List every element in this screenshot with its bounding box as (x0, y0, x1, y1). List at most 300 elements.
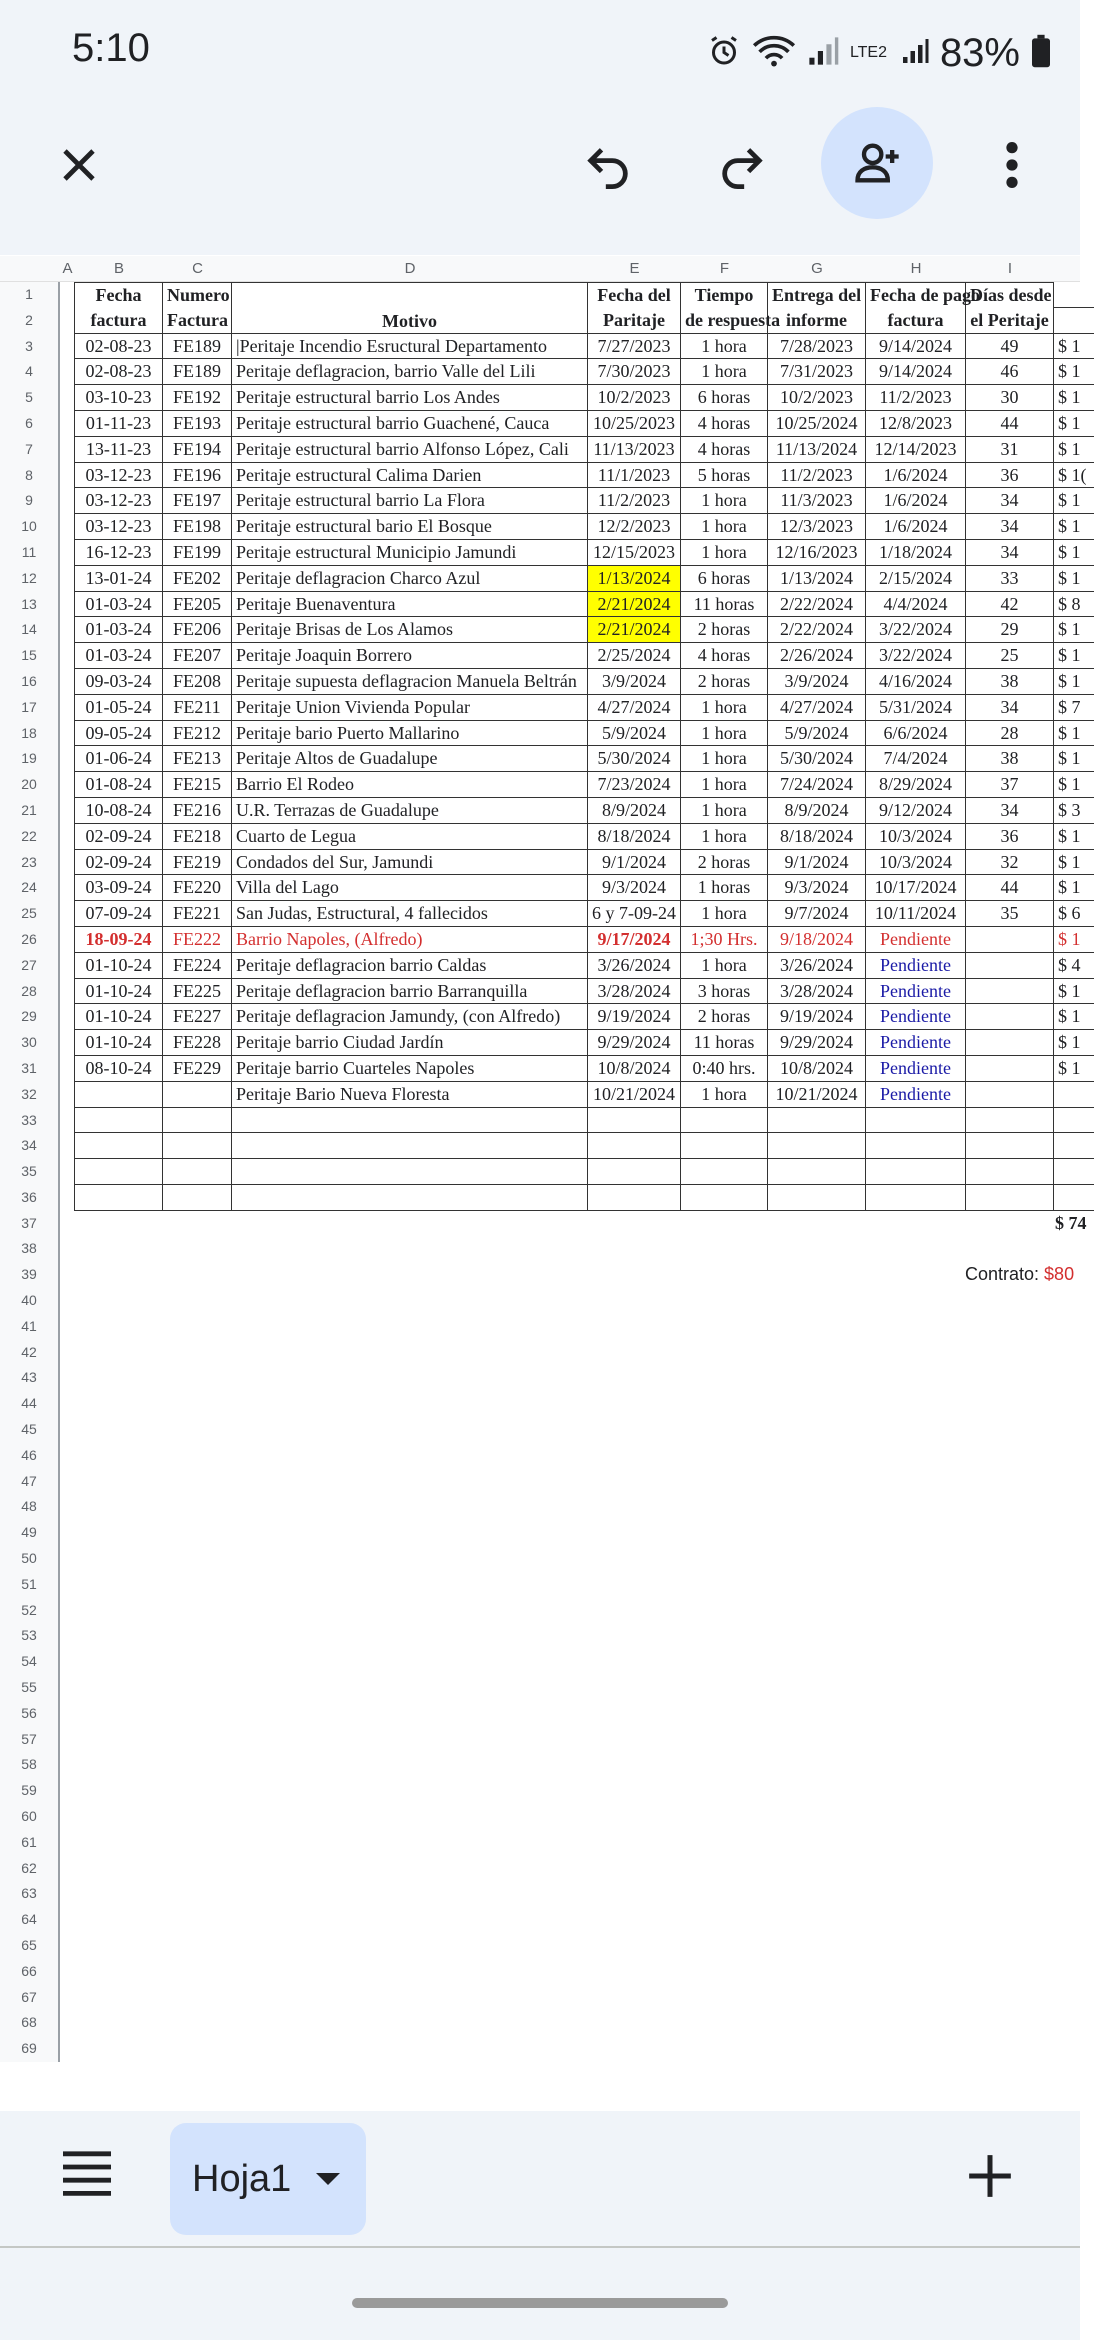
table-cell[interactable]: 7/28/2023 (768, 334, 866, 360)
empty-cell[interactable] (768, 1133, 866, 1159)
empty-cell[interactable] (1054, 1133, 1094, 1159)
table-cell[interactable] (163, 1082, 232, 1108)
row-number[interactable]: 50 (21, 1550, 37, 1567)
empty-cell[interactable] (681, 1185, 768, 1211)
table-cell[interactable]: 08-10-24 (75, 1056, 163, 1082)
row-number[interactable]: 27 (21, 956, 37, 973)
table-cell[interactable]: 5/30/2024 (588, 746, 681, 772)
table-cell[interactable]: Peritaje Brisas de Los Alamos (232, 617, 588, 643)
empty-cell[interactable] (163, 1185, 232, 1211)
table-cell[interactable]: 7/27/2023 (588, 334, 681, 360)
empty-cell[interactable] (75, 1185, 163, 1211)
row-number[interactable]: 13 (21, 595, 37, 612)
empty-cell[interactable] (681, 1159, 768, 1185)
more-options-button[interactable] (952, 105, 1072, 225)
table-cell[interactable]: 01-10-24 (75, 979, 163, 1005)
header-cell[interactable]: Numero (163, 282, 232, 308)
table-cell[interactable]: 01-10-24 (75, 1030, 163, 1056)
row-number[interactable]: 64 (21, 1911, 37, 1928)
table-cell[interactable]: FE208 (163, 669, 232, 695)
table-cell[interactable]: 3/9/2024 (588, 669, 681, 695)
table-cell[interactable]: 11/2/2023 (588, 488, 681, 514)
table-cell[interactable]: 2/22/2024 (768, 617, 866, 643)
table-cell[interactable]: 01-06-24 (75, 746, 163, 772)
table-cell[interactable]: $ 1 (1054, 875, 1094, 901)
home-gesture-handle[interactable] (352, 2298, 728, 2308)
table-cell[interactable]: 36 (966, 824, 1054, 850)
table-cell[interactable]: 1/13/2024 (768, 566, 866, 592)
table-cell[interactable]: 30 (966, 385, 1054, 411)
empty-cell[interactable] (768, 1185, 866, 1211)
table-cell[interactable]: 02-09-24 (75, 850, 163, 876)
table-cell[interactable]: FE213 (163, 746, 232, 772)
table-cell[interactable]: 10/11/2024 (866, 901, 966, 927)
row-number[interactable]: 18 (21, 724, 37, 741)
table-cell[interactable]: |Peritaje Incendio Esructural Departamento (232, 334, 588, 360)
table-cell[interactable]: 9/17/2024 (588, 927, 681, 953)
table-cell[interactable]: FE222 (163, 927, 232, 953)
table-cell[interactable]: 10/21/2024 (588, 1082, 681, 1108)
empty-cell[interactable] (768, 1159, 866, 1185)
table-cell[interactable]: 9/7/2024 (768, 901, 866, 927)
table-cell[interactable]: $ 1 (1054, 566, 1094, 592)
row-number[interactable]: 29 (21, 1008, 37, 1025)
table-cell[interactable]: 12/14/2023 (866, 437, 966, 463)
table-cell[interactable]: Peritaje estructural barrio La Flora (232, 488, 588, 514)
row-number[interactable]: 3 (25, 337, 33, 354)
row-number[interactable]: 28 (21, 982, 37, 999)
row-number[interactable]: 59 (21, 1782, 37, 1799)
table-cell[interactable]: 10-08-24 (75, 798, 163, 824)
row-number[interactable]: 38 (21, 1240, 37, 1257)
table-cell[interactable]: 12/8/2023 (866, 411, 966, 437)
table-cell[interactable] (966, 1004, 1054, 1030)
col-header-b[interactable]: B (113, 260, 124, 277)
table-cell[interactable]: 01-10-24 (75, 1004, 163, 1030)
row-number[interactable]: 55 (21, 1679, 37, 1696)
table-cell[interactable]: Peritaje estructural barrio Alfonso López, Cali (232, 437, 588, 463)
empty-cell[interactable] (163, 1108, 232, 1134)
empty-cell[interactable] (163, 1159, 232, 1185)
table-cell[interactable]: 3/28/2024 (768, 979, 866, 1005)
table-cell[interactable]: 11/1/2023 (588, 463, 681, 489)
table-cell[interactable]: Peritaje deflagracion barrio Caldas (232, 953, 588, 979)
table-cell[interactable]: FE224 (163, 953, 232, 979)
row-number[interactable]: 20 (21, 776, 37, 793)
table-cell[interactable]: FE216 (163, 798, 232, 824)
table-cell[interactable]: Peritaje bario Puerto Mallarino (232, 721, 588, 747)
header-cell[interactable]: factura (75, 308, 163, 334)
row-number[interactable]: 63 (21, 1885, 37, 1902)
empty-cell[interactable] (588, 1185, 681, 1211)
close-button[interactable] (19, 105, 139, 225)
table-cell[interactable]: Condados del Sur, Jamundi (232, 850, 588, 876)
table-cell[interactable]: 11/2/2023 (866, 385, 966, 411)
table-cell[interactable]: 9/3/2024 (768, 875, 866, 901)
col-header-f[interactable]: F (719, 260, 730, 277)
table-cell[interactable]: $ 1 (1054, 385, 1094, 411)
table-cell[interactable]: 10/3/2024 (866, 824, 966, 850)
table-cell[interactable] (966, 979, 1054, 1005)
table-cell[interactable]: 02-08-23 (75, 334, 163, 360)
table-cell[interactable]: 01-03-24 (75, 643, 163, 669)
table-cell[interactable] (966, 1056, 1054, 1082)
table-cell[interactable]: 2 horas (681, 669, 768, 695)
row-number[interactable]: 37 (21, 1214, 37, 1231)
table-cell[interactable]: 4/16/2024 (866, 669, 966, 695)
row-number[interactable]: 16 (21, 672, 37, 689)
row-number[interactable]: 23 (21, 853, 37, 870)
empty-cell[interactable] (681, 1133, 768, 1159)
table-cell[interactable]: $ 1( (1054, 463, 1094, 489)
table-cell[interactable]: Peritaje barrio Cuarteles Napoles (232, 1056, 588, 1082)
table-cell[interactable]: FE221 (163, 901, 232, 927)
table-cell[interactable]: 9/18/2024 (768, 927, 866, 953)
table-cell[interactable]: 10/17/2024 (866, 875, 966, 901)
col-header-g[interactable]: G (811, 260, 823, 277)
empty-cell[interactable] (866, 1159, 966, 1185)
table-cell[interactable]: Barrio El Rodeo (232, 772, 588, 798)
row-number[interactable]: 62 (21, 1859, 37, 1876)
table-cell[interactable]: FE229 (163, 1056, 232, 1082)
table-cell[interactable]: 8/29/2024 (866, 772, 966, 798)
table-cell[interactable]: 1 hora (681, 540, 768, 566)
table-cell[interactable]: $ 7 (1054, 695, 1094, 721)
empty-cell[interactable] (75, 1108, 163, 1134)
table-cell[interactable]: Peritaje deflagracion, barrio Valle del Lili (232, 359, 588, 385)
row-number[interactable]: 56 (21, 1704, 37, 1721)
row-number[interactable]: 69 (21, 2040, 37, 2057)
empty-cell[interactable] (232, 1159, 588, 1185)
table-cell[interactable]: 11/13/2023 (588, 437, 681, 463)
table-cell[interactable]: 11/3/2023 (768, 488, 866, 514)
table-cell[interactable]: 8/18/2024 (768, 824, 866, 850)
table-cell[interactable]: FE197 (163, 488, 232, 514)
table-cell[interactable]: 25 (966, 643, 1054, 669)
table-cell[interactable]: Pendiente (866, 979, 966, 1005)
table-cell[interactable]: 12/2/2023 (588, 514, 681, 540)
table-cell[interactable]: Villa del Lago (232, 875, 588, 901)
table-cell[interactable]: 10/25/2023 (588, 411, 681, 437)
table-cell[interactable]: 13-11-23 (75, 437, 163, 463)
table-cell[interactable]: 1/6/2024 (866, 463, 966, 489)
col-header-a[interactable]: A (62, 260, 73, 277)
table-cell[interactable]: 11 horas (681, 1030, 768, 1056)
table-cell[interactable]: 44 (966, 411, 1054, 437)
table-cell[interactable]: 38 (966, 746, 1054, 772)
table-cell[interactable]: FE193 (163, 411, 232, 437)
table-cell[interactable]: 2/22/2024 (768, 592, 866, 618)
table-cell[interactable]: 1 hora (681, 772, 768, 798)
table-cell[interactable]: $ 1 (1054, 488, 1094, 514)
table-cell[interactable]: FE211 (163, 695, 232, 721)
table-cell[interactable]: Pendiente (866, 927, 966, 953)
table-cell[interactable]: 0:40 hrs. (681, 1056, 768, 1082)
row-number[interactable]: 8 (25, 466, 33, 483)
table-cell[interactable]: $ 4 (1054, 953, 1094, 979)
row-number[interactable]: 40 (21, 1292, 37, 1309)
row-number[interactable]: 61 (21, 1833, 37, 1850)
row-number[interactable]: 57 (21, 1730, 37, 1747)
table-cell[interactable]: 8/18/2024 (588, 824, 681, 850)
row-number[interactable]: 47 (21, 1472, 37, 1489)
table-cell[interactable]: FE194 (163, 437, 232, 463)
table-cell[interactable]: 1/13/2024 (588, 566, 681, 592)
row-number[interactable]: 6 (25, 414, 33, 431)
table-cell[interactable]: 5/9/2024 (588, 721, 681, 747)
table-cell[interactable]: $ 1 (1054, 334, 1094, 360)
table-cell[interactable]: 3/26/2024 (588, 953, 681, 979)
table-cell[interactable]: 1 hora (681, 334, 768, 360)
table-cell[interactable]: 3/9/2024 (768, 669, 866, 695)
table-cell[interactable]: 01-08-24 (75, 772, 163, 798)
table-cell[interactable]: 1 hora (681, 953, 768, 979)
table-cell[interactable]: 10/21/2024 (768, 1082, 866, 1108)
table-cell[interactable]: 01-03-24 (75, 617, 163, 643)
table-cell[interactable] (1054, 1082, 1094, 1108)
table-cell[interactable]: $ 3 (1054, 798, 1094, 824)
table-cell[interactable]: 2/26/2024 (768, 643, 866, 669)
table-cell[interactable]: 4 horas (681, 437, 768, 463)
row-number[interactable]: 49 (21, 1524, 37, 1541)
table-cell[interactable]: $ 1 (1054, 927, 1094, 953)
table-cell[interactable]: 02-09-24 (75, 824, 163, 850)
table-cell[interactable]: Pendiente (866, 1082, 966, 1108)
table-cell[interactable]: FE228 (163, 1030, 232, 1056)
table-cell[interactable]: 10/8/2024 (768, 1056, 866, 1082)
table-cell[interactable]: 01-05-24 (75, 695, 163, 721)
table-cell[interactable]: FE220 (163, 875, 232, 901)
table-cell[interactable]: 1 hora (681, 901, 768, 927)
redo-button[interactable] (682, 105, 802, 225)
table-cell[interactable]: 10/2/2023 (588, 385, 681, 411)
table-cell[interactable]: $ 1 (1054, 411, 1094, 437)
table-cell[interactable]: FE227 (163, 1004, 232, 1030)
table-cell[interactable]: $ 1 (1054, 359, 1094, 385)
table-cell[interactable]: FE202 (163, 566, 232, 592)
table-cell[interactable]: $ 1 (1054, 643, 1094, 669)
table-cell[interactable] (966, 1082, 1054, 1108)
row-number[interactable]: 2 (25, 311, 33, 328)
table-cell[interactable]: Peritaje Buenaventura (232, 592, 588, 618)
table-cell[interactable]: FE215 (163, 772, 232, 798)
table-cell[interactable] (966, 953, 1054, 979)
table-cell[interactable]: Barrio Napoles, (Alfredo) (232, 927, 588, 953)
row-number[interactable]: 15 (21, 647, 37, 664)
table-cell[interactable]: 16-12-23 (75, 540, 163, 566)
row-number[interactable]: 24 (21, 879, 37, 896)
table-cell[interactable]: 3 horas (681, 979, 768, 1005)
table-cell[interactable]: $ 1 (1054, 746, 1094, 772)
table-cell[interactable]: 37 (966, 772, 1054, 798)
table-cell[interactable]: $ 1 (1054, 1030, 1094, 1056)
table-cell[interactable]: 4/27/2024 (588, 695, 681, 721)
share-button[interactable] (821, 107, 933, 219)
table-cell[interactable]: Peritaje deflagracion Jamundy, (con Alfredo) (232, 1004, 588, 1030)
header-cell[interactable]: Tiempo (681, 282, 768, 308)
table-cell[interactable]: Pendiente (866, 1004, 966, 1030)
table-cell[interactable]: 8/9/2024 (588, 798, 681, 824)
table-cell[interactable]: 1/6/2024 (866, 514, 966, 540)
table-cell[interactable]: $ 1 (1054, 772, 1094, 798)
row-number[interactable]: 35 (21, 1163, 37, 1180)
table-cell[interactable]: 5 horas (681, 463, 768, 489)
table-cell[interactable]: 10/8/2024 (588, 1056, 681, 1082)
table-cell[interactable]: Peritaje deflagracion Charco Azul (232, 566, 588, 592)
empty-cell[interactable] (232, 1108, 588, 1134)
table-cell[interactable]: $ 1 (1054, 514, 1094, 540)
table-cell[interactable]: 03-12-23 (75, 463, 163, 489)
header-cell[interactable]: Factura (163, 308, 232, 334)
empty-cell[interactable] (75, 1133, 163, 1159)
table-cell[interactable]: 1 hora (681, 746, 768, 772)
table-cell[interactable]: 8/9/2024 (768, 798, 866, 824)
table-cell[interactable]: 3/22/2024 (866, 643, 966, 669)
undo-button[interactable] (548, 105, 668, 225)
table-cell[interactable]: Pendiente (866, 953, 966, 979)
row-number[interactable]: 65 (21, 1937, 37, 1953)
col-header-e[interactable]: E (629, 260, 640, 277)
table-cell[interactable]: 35 (966, 901, 1054, 927)
table-cell[interactable]: $ 1 (1054, 979, 1094, 1005)
table-cell[interactable]: FE218 (163, 824, 232, 850)
row-number[interactable]: 30 (21, 1034, 37, 1051)
table-cell[interactable]: FE206 (163, 617, 232, 643)
empty-cell[interactable] (966, 1185, 1054, 1211)
row-number[interactable]: 42 (21, 1343, 37, 1360)
row-number[interactable]: 54 (21, 1653, 37, 1670)
row-number[interactable]: 45 (21, 1421, 37, 1438)
table-cell[interactable]: FE207 (163, 643, 232, 669)
table-cell[interactable]: 28 (966, 721, 1054, 747)
empty-cell[interactable] (588, 1133, 681, 1159)
table-cell[interactable]: 9/12/2024 (866, 798, 966, 824)
table-cell[interactable]: 01-11-23 (75, 411, 163, 437)
table-cell[interactable]: 4/27/2024 (768, 695, 866, 721)
row-number[interactable]: 60 (21, 1808, 37, 1825)
table-cell[interactable]: 01-10-24 (75, 953, 163, 979)
table-cell[interactable]: FE189 (163, 359, 232, 385)
table-cell[interactable]: San Judas, Estructural, 4 fallecidos (232, 901, 588, 927)
header-cell[interactable]: Fecha de pago (866, 282, 966, 308)
row-number[interactable]: 12 (21, 569, 37, 586)
row-number[interactable]: 14 (21, 621, 37, 638)
table-cell[interactable]: 2/21/2024 (588, 617, 681, 643)
row-number[interactable]: 34 (21, 1137, 37, 1154)
table-cell[interactable]: 7/23/2024 (588, 772, 681, 798)
table-cell[interactable]: 1 hora (681, 695, 768, 721)
header-cell[interactable]: factura (866, 308, 966, 334)
row-number[interactable]: 4 (25, 363, 33, 380)
table-cell[interactable]: $ 6 (1054, 901, 1094, 927)
row-number[interactable]: 5 (25, 389, 33, 406)
table-cell[interactable]: 9/29/2024 (588, 1030, 681, 1056)
col-header-i[interactable]: I (1007, 260, 1013, 277)
empty-cell[interactable] (1054, 1108, 1094, 1134)
table-cell[interactable]: 34 (966, 514, 1054, 540)
table-cell[interactable]: 10/3/2024 (866, 850, 966, 876)
empty-cell[interactable] (1054, 1159, 1094, 1185)
table-cell[interactable]: 6 y 7-09-24 (588, 901, 681, 927)
row-number[interactable]: 31 (21, 1059, 37, 1076)
row-number[interactable]: 11 (21, 543, 37, 560)
empty-cell[interactable] (966, 1133, 1054, 1159)
empty-cell[interactable] (232, 1185, 588, 1211)
table-cell[interactable]: 7/24/2024 (768, 772, 866, 798)
table-cell[interactable]: 4/4/2024 (866, 592, 966, 618)
table-cell[interactable]: 13-01-24 (75, 566, 163, 592)
row-number[interactable]: 43 (21, 1369, 37, 1386)
table-cell[interactable]: $ 1 (1054, 721, 1094, 747)
table-cell[interactable]: FE198 (163, 514, 232, 540)
table-cell[interactable]: 11/2/2023 (768, 463, 866, 489)
row-number[interactable]: 1 (25, 286, 33, 302)
header-cell-motivo[interactable]: Motivo (232, 282, 588, 334)
table-cell[interactable]: 03-09-24 (75, 875, 163, 901)
table-cell[interactable]: 5/9/2024 (768, 721, 866, 747)
table-cell[interactable]: 09-05-24 (75, 721, 163, 747)
row-number[interactable]: 21 (21, 801, 37, 818)
row-number[interactable]: 7 (25, 440, 33, 457)
table-cell[interactable]: 6 horas (681, 566, 768, 592)
row-number[interactable]: 39 (21, 1266, 37, 1283)
table-cell[interactable]: 2/25/2024 (588, 643, 681, 669)
table-cell[interactable]: Peritaje deflagracion barrio Barranquilla (232, 979, 588, 1005)
row-number[interactable]: 22 (21, 827, 37, 844)
header-cell[interactable]: Fecha (75, 282, 163, 308)
table-cell[interactable]: 2 horas (681, 617, 768, 643)
header-cell[interactable]: Entrega del (768, 282, 866, 308)
table-cell[interactable]: 42 (966, 592, 1054, 618)
all-sheets-button[interactable] (58, 2149, 116, 2202)
empty-cell[interactable] (866, 1185, 966, 1211)
table-cell[interactable]: 7/30/2023 (588, 359, 681, 385)
table-cell[interactable]: Peritaje estructural barrio Los Andes (232, 385, 588, 411)
table-cell[interactable]: $ 1 (1054, 437, 1094, 463)
table-cell[interactable]: 03-12-23 (75, 514, 163, 540)
header-cell[interactable]: Paritaje (588, 308, 681, 334)
table-cell[interactable]: 1 hora (681, 359, 768, 385)
empty-cell[interactable] (232, 1133, 588, 1159)
empty-cell[interactable] (866, 1133, 966, 1159)
col-header-h[interactable]: H (910, 260, 922, 277)
table-cell[interactable]: FE196 (163, 463, 232, 489)
table-cell[interactable]: Peritaje barrio Ciudad Jardín (232, 1030, 588, 1056)
header-cell[interactable] (1054, 308, 1094, 334)
table-cell[interactable]: 10/25/2024 (768, 411, 866, 437)
table-cell[interactable]: 02-08-23 (75, 359, 163, 385)
empty-cell[interactable] (966, 1108, 1054, 1134)
table-cell[interactable]: Peritaje Union Vivienda Popular (232, 695, 588, 721)
table-cell[interactable]: 01-03-24 (75, 592, 163, 618)
spreadsheet-grid[interactable] (0, 256, 1087, 2111)
table-cell[interactable]: 9/3/2024 (588, 875, 681, 901)
table-cell[interactable]: 3/26/2024 (768, 953, 866, 979)
empty-cell[interactable] (588, 1108, 681, 1134)
table-cell[interactable]: 2 horas (681, 850, 768, 876)
table-cell[interactable]: 5/31/2024 (866, 695, 966, 721)
table-cell[interactable]: FE212 (163, 721, 232, 747)
table-cell[interactable]: FE225 (163, 979, 232, 1005)
table-cell[interactable]: $ 1 (1054, 540, 1094, 566)
contrato-label[interactable] (965, 1262, 1074, 1288)
table-cell[interactable]: 4 horas (681, 643, 768, 669)
table-cell[interactable]: 1 hora (681, 798, 768, 824)
table-cell[interactable]: 34 (966, 540, 1054, 566)
table-cell[interactable]: 6/6/2024 (866, 721, 966, 747)
table-cell[interactable]: 33 (966, 566, 1054, 592)
table-cell[interactable]: 34 (966, 695, 1054, 721)
